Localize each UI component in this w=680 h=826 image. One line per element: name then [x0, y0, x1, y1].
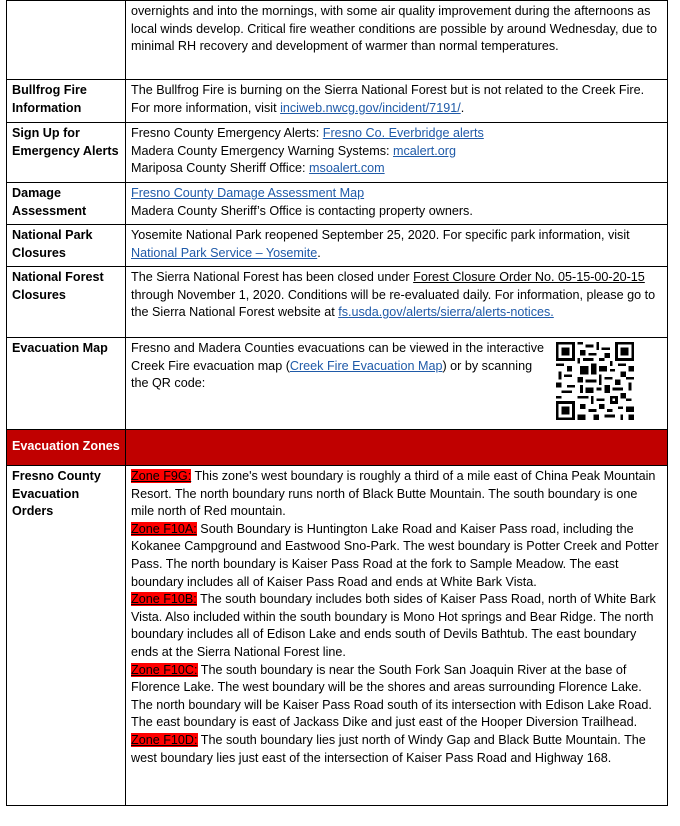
park-end: . [317, 245, 321, 260]
row-park [7, 225, 668, 267]
nps-yosemite-link[interactable]: National Park Service – Yosemite [131, 245, 318, 260]
damage-map-link[interactable]: Fresno County Damage Assessment Map [131, 186, 365, 200]
zone-description: South Boundary is Huntington Lake Road and Kaiser Pass road, including the Kokanee Campground and Eastwood Sno-Park. The west boundary is Potter Creek and Potter Pass. The north boundary is Kaiser Pass Road at the fork to Sample Meadow. The east boundary includes all of Kaiser Pass Road and ends at White Bark Vista. [131, 521, 659, 589]
zone-description: The south boundary is near the South Fork San Joaquin River at the base of Florence Lake. The west boundary will be the shores and areas surrounding Florence Lake. The north boundary will be Kaiser Pass Road south of its intersection with Edison Lake Road. The east boundary is east of Jackass Dike and just east of the Hooper Diversion Trailhead. [131, 662, 652, 730]
bullfrog-cell [126, 80, 668, 123]
zone-entry [131, 732, 662, 767]
zone-description: The south boundary lies just north of Windy Gap and Black Butte Mountain. The west boundary lies just east of the intersection of Kaiser Pass Road and Highway 168. [131, 732, 646, 765]
evac-map-text-1: Fresno and Madera Counties evacuations can be viewed in the interactive Creek Fire evacuation map ( [131, 341, 545, 373]
evac-map-cell [126, 338, 668, 430]
forest-text-2: through November 1, 2020. Conditions will be re-evaluated daily. For information, please go to the Sierra National Forest website at [131, 287, 656, 320]
label-forest: National Forest Closures [7, 267, 126, 338]
park-text: Yosemite National Park reopened September 25, 2020. For specific park information, visit [131, 228, 630, 242]
zone-description: The south boundary includes both sides of Kaiser Pass Road, north of White Bark Vista. Also included within the south boundary is Mono Hot springs and Bear Ridge. The north boundary includes all of Edison Lake and ends south of Devils Bathtub. The east boundary ends at the Sierra National Forest line. [131, 592, 656, 659]
evac-map-text-2: ) or by scanning the QR code: [131, 358, 533, 391]
qr-code-icon[interactable] [556, 342, 634, 420]
forest-text-1: The Sierra National Forest has been closed under [131, 270, 414, 284]
zone-entry [131, 521, 662, 591]
zone-badge: Zone F9G: [131, 469, 192, 483]
label-damage: Damage Assessment [7, 183, 126, 225]
signup-cell [126, 123, 668, 183]
row-signup [7, 123, 668, 183]
zone-badge: Zone F10A: [131, 521, 197, 536]
alert-line-mariposa [131, 160, 662, 178]
row-fresno-orders [7, 466, 668, 806]
alert-prefix: Madera County Emergency Warning Systems: [131, 143, 394, 158]
zone-badge: Zone F10C: [131, 662, 198, 677]
alert-prefix: Mariposa County Sheriff Office: [131, 161, 310, 176]
zone-description: This zone's west boundary is roughly a third of a mile east of China Peak Mountain Resort. The north boundary runs north of Black Butte Mountain. The south boundary is one mile north of Red mountain. [131, 469, 656, 519]
label-park: National Park Closures [7, 225, 126, 267]
empty-label-cell [7, 1, 126, 80]
damage-text: Madera County Sheriff’s Office is contacting property owners. [131, 203, 473, 218]
alert-line-madera [131, 143, 662, 161]
zone-badge: Zone F10B: [131, 592, 197, 607]
row-evac-zones-header [7, 430, 668, 466]
mcalert-link[interactable]: mcalert.org [393, 143, 457, 158]
row-bullfrog [7, 80, 668, 123]
zone-entry [131, 468, 662, 521]
bullfrog-end: . [460, 100, 465, 115]
forest-cell [126, 267, 668, 338]
bullfrog-text: The Bullfrog Fire is burning on the Sierra National Forest but is not related to the Creek Fire. For more information, visit [131, 83, 645, 115]
sierra-alerts-link[interactable]: fs.usda.gov/alerts/sierra/alerts-notices. [338, 305, 554, 320]
alert-prefix: Fresno County Emergency Alerts: [131, 126, 323, 140]
info-table [6, 0, 668, 806]
damage-cell [126, 183, 668, 225]
fresno-orders-cell [126, 466, 668, 806]
fresno-everbridge-link[interactable]: Fresno Co. Everbridge alerts [322, 126, 484, 140]
row-weather-continuation [7, 1, 668, 80]
label-bullfrog: Bullfrog Fire Information [7, 80, 126, 123]
zone-entry [131, 662, 662, 732]
section-header-fill [126, 430, 668, 466]
label-fresno-orders: Fresno County Evacuation Orders [7, 466, 126, 806]
closure-order: Forest Closure Order No. 05-15-00-20-15 [413, 270, 645, 284]
alert-line-fresno [131, 125, 662, 143]
section-header-evac-zones: Evacuation Zones [7, 430, 126, 466]
park-cell [126, 225, 668, 267]
creek-fire-map-link[interactable]: Creek Fire Evacuation Map [289, 358, 443, 373]
label-evac-map: Evacuation Map [7, 338, 126, 430]
row-evac-map [7, 338, 668, 430]
bullfrog-link[interactable]: inciweb.nwcg.gov/incident/7191/ [280, 100, 461, 115]
weather-text: overnights and into the mornings, with some air quality improvement during the afternoons as local winds develop. Critical fire weather conditions are possible by around Wednesday, due to minimal RH recovery and development of warmer than normal temperatures. [126, 1, 668, 80]
msoalert-link[interactable]: msoalert.com [309, 161, 385, 176]
label-signup: Sign Up for Emergency Alerts [7, 123, 126, 183]
zone-badge: Zone F10D: [131, 732, 198, 747]
zone-entry [131, 591, 662, 661]
row-damage [7, 183, 668, 225]
row-forest [7, 267, 668, 338]
